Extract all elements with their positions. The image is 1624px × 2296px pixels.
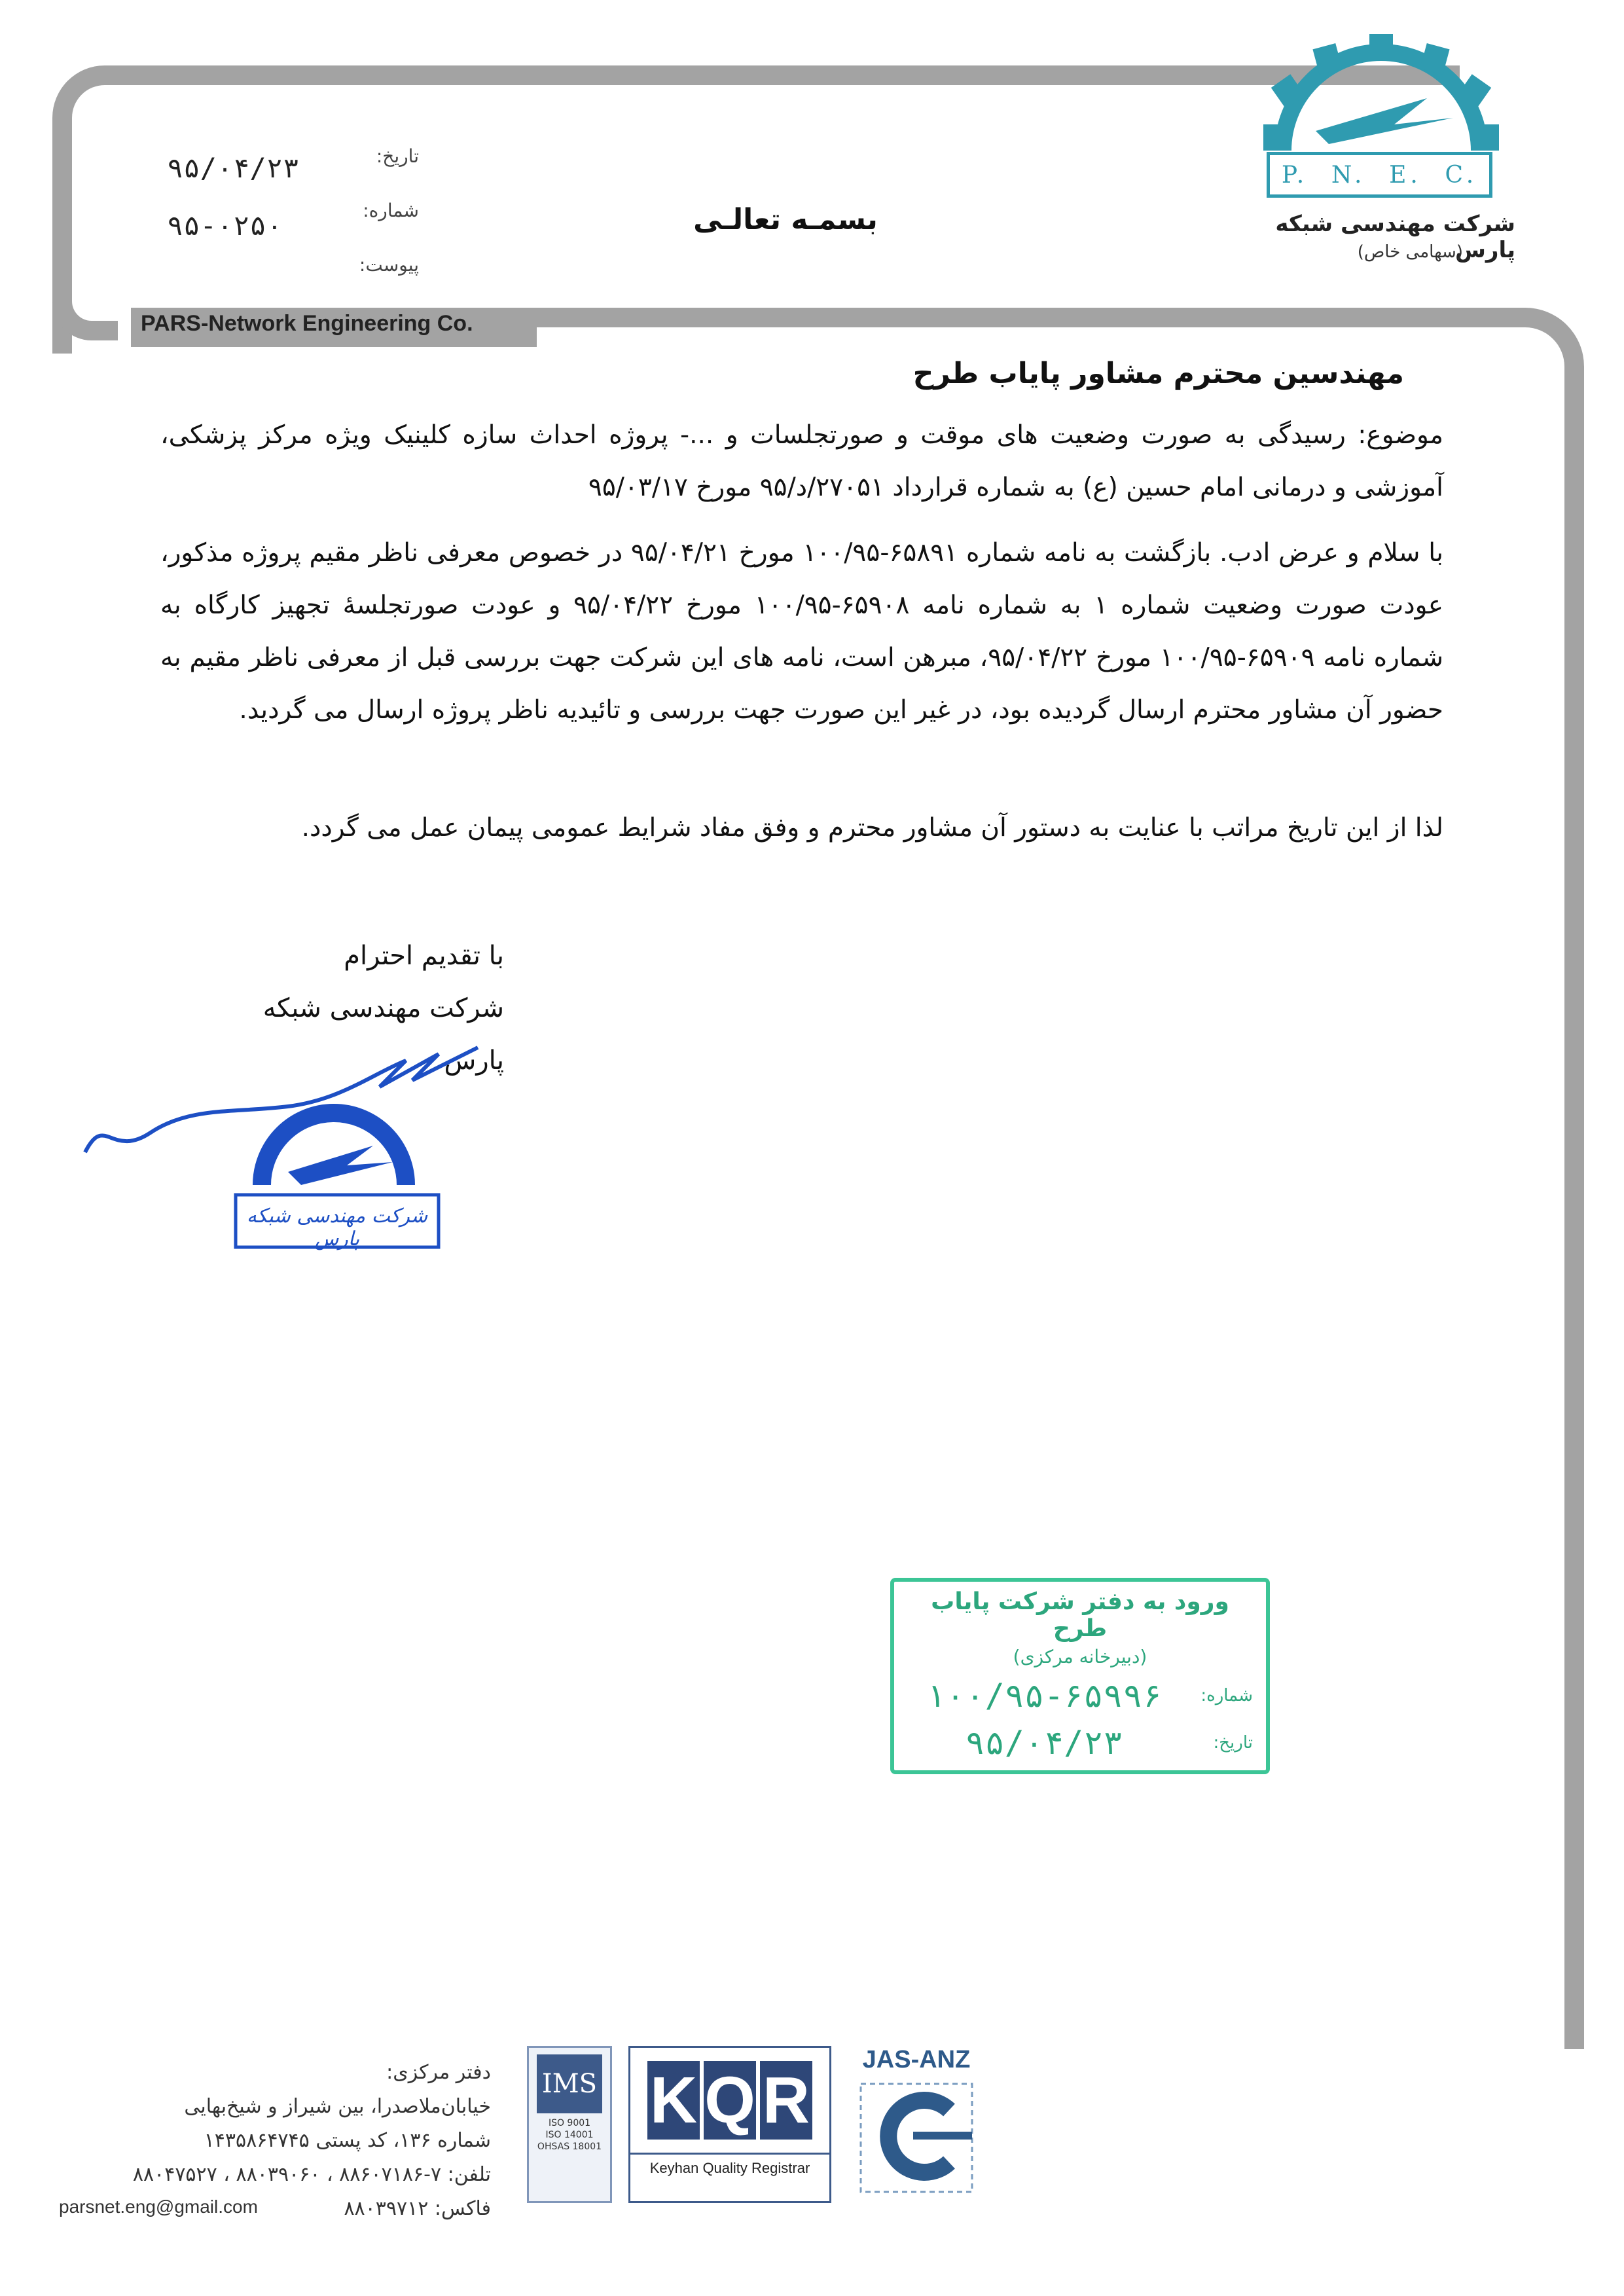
company-type-fa: (سهامی خاص) [1357,242,1463,262]
bismillah-heading: بسمـه تعالـی [693,203,878,236]
kqr-letter: Q [704,2061,756,2140]
stamp-subtitle: (دبیرخانه مرکزی) [1013,1646,1147,1667]
date-value: ۹۵/۰۴/۲۳ [167,152,300,184]
jas-anz-badge [851,2046,982,2203]
stamp-title: ورود به دفتر شرکت پایاب طرح [931,1588,1229,1642]
body-paragraph-1: با سلام و عرض ادب. بازگشت به نامه شماره ۶۵۸۹۱-۱۰۰/۹۵ مورخ ۹۵/۰۴/۲۱ در خصوص معرفی ناظر مقیم پروژه مذکور، عودت صورت وضعیت شماره ۱ به شماره نامه ۶۵۹۰۸-۱۰۰/۹۵ مورخ ۹۵/۰۴/۲۲ و عودت صورتجلسهٔ تجهیز کارگاه به شماره نامه ۶۵۹۰۹-۱۰۰/۹۵ مورخ ۹۵/۰۴/۲۲، مبرهن است، نامه های این شرکت جهت بررسی قبل از معرفی ناظر مقیم به حضور آن مشاور محترم ارسال گردیده بود، در غیر این صورت جهت بررسی و تائیدیه ناظر پروژه ارسال می گردید. [160,538,1444,725]
kqr-letter: K [647,2061,700,2140]
stamp-date-label: تاریخ: [1213,1733,1253,1753]
jas-anz-title: JAS-ANZ [862,2046,971,2073]
attachment-label: پیوست: [359,254,419,276]
logo-letter: N. [1331,161,1366,189]
body-paragraph-2: لذا از این تاریخ مراتب با عنایت به دستور آن مشاور محترم و وفق مفاد شرایط عمومی پیمان عمل می گردد. [301,813,1443,843]
company-name-en: PARS-Network Engineering Co. [141,311,473,336]
kqr-certificate-badge [628,2046,831,2203]
kqr-letter: R [760,2061,812,2140]
stamp-date-value: ۹۵/۰۴/۲۳ [965,1724,1123,1762]
seal-caption: شرکت مهندسی شبکه پارس [246,1205,428,1250]
logo-acronym-box [1267,152,1492,198]
office-label: دفتر مرکزی: [386,2061,491,2084]
stamp-number-value: ۱۰۰/۹۵-۶۵۹۹۶ [926,1677,1163,1715]
jas-anz-logo-icon [851,2074,982,2198]
address-line-1: خیابان‌ملاصدرا، بین شیراز و شیخ‌بهایی [184,2095,491,2118]
fax-line: فاکس: ۸۸۰۳۹۷۱۲ [344,2197,491,2220]
addressee: مهندسین محترم مشاور پایاب طرح [912,357,1404,390]
date-label: تاریخ: [376,145,419,167]
ims-standard: ISO 9001 [548,2118,591,2128]
logo-letter: C. [1445,161,1478,189]
stamp-date-row [907,1724,1253,1762]
phone-line: تلفن: ۷-۸۸۶۰۷۱۸۶ ، ۸۸۰۳۹۰۶۰ ، ۸۸۰۴۷۵۲۷ [132,2163,491,2186]
number-value: ۹۵-۰۲۵۰ [167,210,283,242]
logo-letter: E. [1389,161,1422,189]
address-line-2: شماره ۱۳۶، کد پستی ۱۴۳۵۸۶۴۷۴۵ [204,2129,491,2152]
logo-letter: P. [1281,161,1308,189]
ims-standard: OHSAS 18001 [537,2141,602,2152]
closing-company: شرکت مهندسی شبکه پارس [262,993,504,1076]
ims-standard: ISO 14001 [545,2130,594,2140]
subject-paragraph: موضوع: رسیدگی به صورت وضعیت های موقت و صورتجلسات و ...- پروژه احداث سازه کلینیک ویژه مرکز پزشکی، آموزشی و درمانی امام حسین (ع) به شماره قرارداد ۲۷۰۵۱/د/۹۵ مورخ ۹۵/۰۳/۱۷ [160,420,1443,502]
received-stamp [890,1578,1270,1774]
number-label: شماره: [363,200,419,221]
closing-regards: با تقدیم احترام [344,941,504,971]
ims-mark: IMS [537,2054,602,2113]
footer-email: parsnet.eng@gmail.com [59,2196,258,2217]
kqr-caption: Keyhan Quality Registrar [630,2153,829,2177]
company-name-fa: شرکت مهندسی شبکه پارس [1275,211,1515,263]
ims-certificate-badge [527,2046,612,2203]
signature-and-seal [72,1034,504,1283]
stamp-number-label: شماره: [1200,1686,1253,1705]
stamp-number-row [907,1677,1253,1715]
